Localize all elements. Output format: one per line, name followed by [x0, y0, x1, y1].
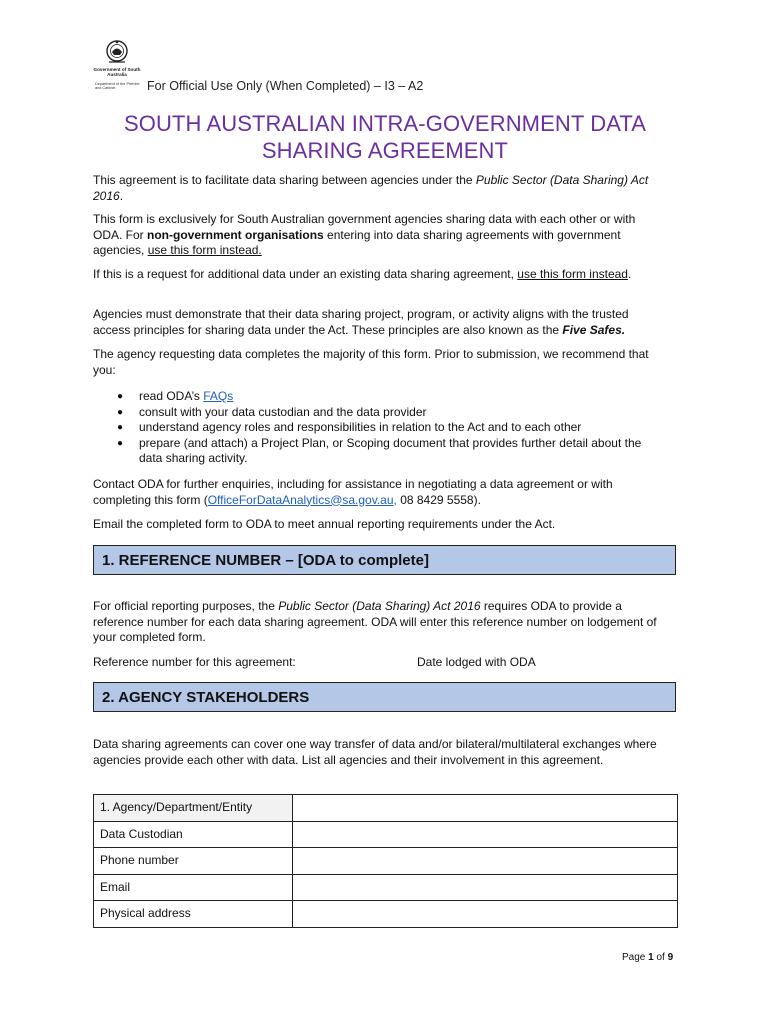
bullet-icon: ● [117, 406, 124, 418]
section-1-heading: 1. REFERENCE NUMBER – [ODA to complete] [93, 545, 676, 575]
title-line-1: SOUTH AUSTRALIAN INTRA-GOVERNMENT DATA [123, 111, 647, 136]
table-label-cell: Phone number [94, 848, 293, 875]
date-lodged-label: Date lodged with ODA [417, 655, 536, 669]
table-label-cell: Physical address [94, 901, 293, 928]
bullet-icon: ● [117, 422, 124, 433]
intro-paragraph-2: This form is exclusively for South Australian government agencies sharing data with each other or with ODA. For non-government organisations entering into data sharing agreements with government agencies, use this form instead. [93, 212, 636, 257]
table-row [94, 901, 678, 928]
section-1-paragraph: For official reporting purposes, the Public Sector (Data Sharing) Act 2016 requires ODA to provide a reference number for each data sharing agreement. ODA will enter this reference number on lodgement of your completed form. [93, 599, 657, 644]
logo-government-text: Government of South Australia [93, 67, 141, 77]
sa-government-logo [91, 40, 143, 92]
faqs-link[interactable]: FAQs [203, 389, 234, 403]
table-row [94, 821, 678, 848]
table-row [94, 795, 678, 822]
intro-paragraph-5: The agency requesting data completes the majority of this form. Prior to submission, we recommend that you: [93, 347, 649, 377]
physical-address-input-cell[interactable] [293, 901, 678, 928]
oda-email-link[interactable]: OfficeForDataAnalytics@sa.gov.au, [207, 492, 397, 507]
contact-paragraph: Contact ODA for further enquiries, including for assistance in negotiating a data agreement or with completing this form (OfficeForDataAnalytics@sa.gov.au, 08 8429 5558). [93, 477, 613, 507]
section-2-heading: 2. AGENCY STAKEHOLDERS [93, 682, 676, 712]
agency-input-cell[interactable] [293, 795, 678, 822]
table-row [94, 874, 678, 901]
additional-data-form-link[interactable]: use this form instead [517, 267, 628, 281]
logo-department-text: Department of the Premier and Cabinet [95, 82, 140, 91]
page-number: Page 1 of 9 [622, 952, 674, 963]
email-paragraph: Email the completed form to ODA to meet annual reporting requirements under the Act. [93, 517, 556, 531]
table-label-cell: Data Custodian [94, 821, 293, 848]
intro-paragraph-1: This agreement is to facilitate data sharing between agencies under the Public Sector (Data Sharing) Act 2016. [93, 173, 649, 203]
table-label-cell: 1. Agency/Department/Entity [94, 795, 293, 822]
reference-number-label: Reference number for this agreement: [93, 655, 296, 669]
page-title [92, 110, 678, 164]
list-item: ● consult with your data custodian and the data provider [117, 404, 427, 419]
table-row [94, 848, 678, 875]
phone-input-cell[interactable] [293, 848, 678, 875]
section-2-paragraph: Data sharing agreements can cover one way transfer of data and/or bilateral/multilateral exchanges where agencies provide each other with data. List all agencies and their involvement in this agreement. [93, 737, 657, 767]
bullet-icon: ● [117, 437, 124, 449]
recommendation-list [93, 389, 665, 467]
classification-header: For Official Use Only (When Completed) – I3 – A2 [147, 79, 424, 93]
list-item: ● understand agency roles and responsibilities in relation to the Act and to each other [117, 420, 582, 434]
intro-paragraph-4: Agencies must demonstrate that their data sharing project, program, or activity aligns with the trusted access principles for sharing data under the Act. These principles are also known as the Five Safes. [93, 307, 629, 337]
stakeholder-table [93, 794, 678, 928]
data-custodian-input-cell[interactable] [293, 821, 678, 848]
bullet-icon: ● [117, 391, 124, 402]
ngo-form-link[interactable]: use this form instead. [147, 243, 262, 257]
list-item: ● prepare (and attach) a Project Plan, or Scoping document that provides further detail about the data sharing activity. [117, 435, 642, 465]
crest-icon [105, 40, 129, 66]
list-item: ● read ODA’s FAQs [117, 389, 234, 403]
email-input-cell[interactable] [293, 874, 678, 901]
intro-paragraph-3: If this is a request for additional data under an existing data sharing agreement, use this form instead. [93, 267, 632, 281]
table-label-cell: Email [94, 874, 293, 901]
act-name: Public Sector (Data Sharing) Act 2016 [93, 173, 649, 203]
title-line-2: SHARING AGREEMENT [261, 138, 509, 163]
